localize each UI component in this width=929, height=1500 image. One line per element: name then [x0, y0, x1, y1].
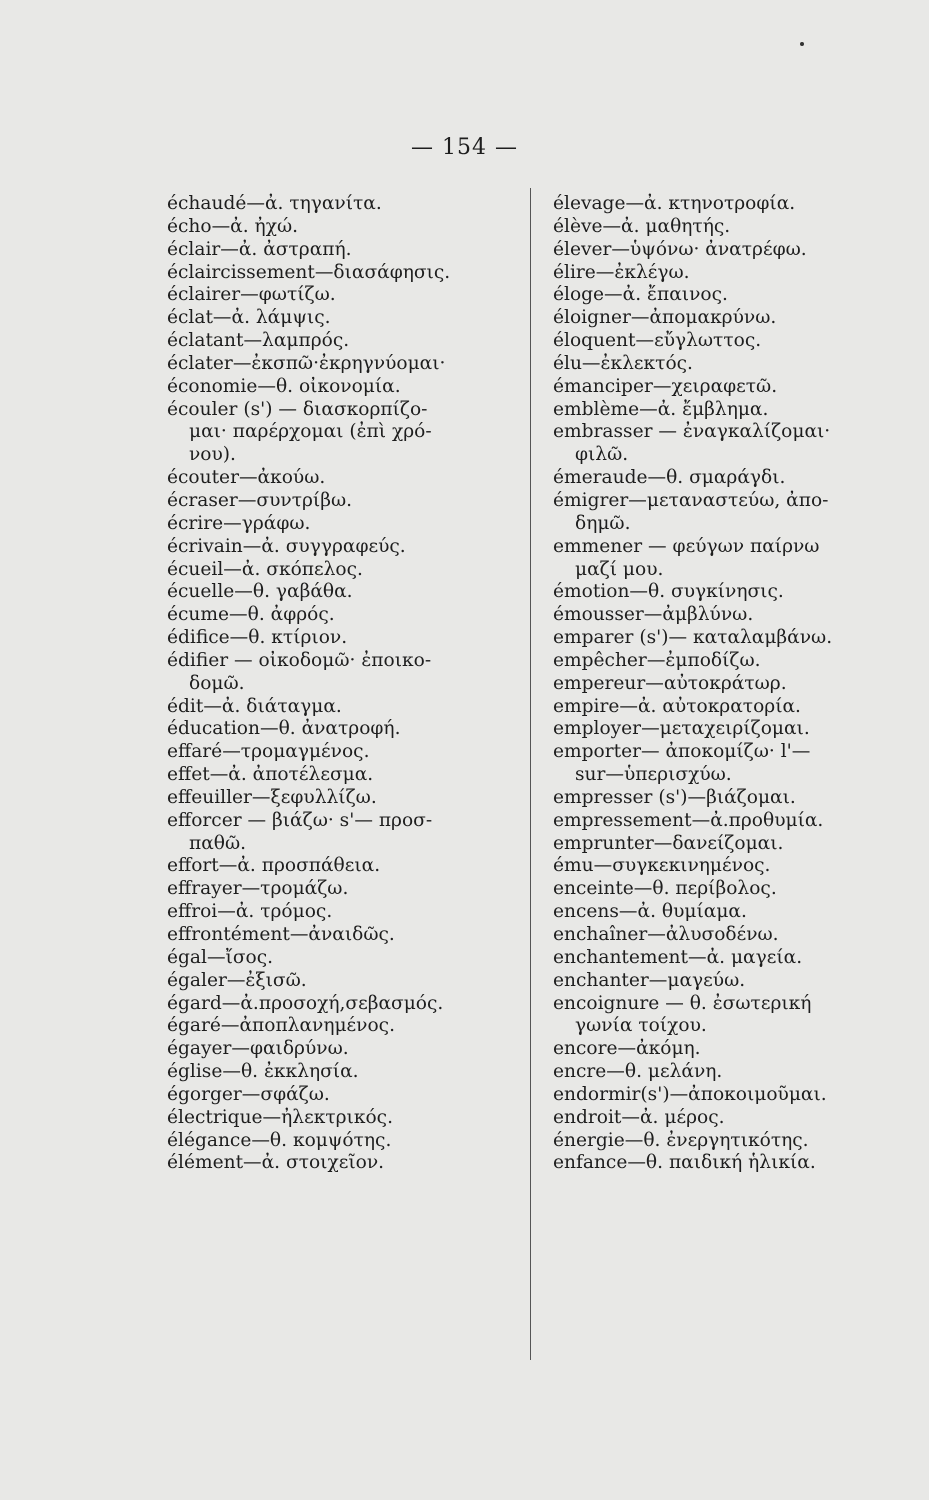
entry-line: μαι· παρέρχομαι (ἐπὶ χρό- — [189, 421, 432, 443]
dictionary-entry: effrayer—τρομάζω. — [167, 878, 349, 900]
dictionary-entry: endormir(s')—ἀποκοιμοῦμαι. — [553, 1083, 827, 1105]
dictionary-entry: enfance—θ. παιδική ἡλικία. — [553, 1152, 816, 1174]
dictionary-entry: éclat—ἀ. λάμψις. — [167, 307, 331, 329]
dictionary-entry: émousser—ἀμβλύνω. — [553, 604, 754, 626]
dictionary-entry: énergie—θ. ἐνεργητικότης. — [553, 1129, 809, 1151]
dictionary-entry: élu—ἐκλεκτός. — [553, 352, 693, 374]
dictionary-entry: édifice—θ. κτίριον. — [167, 627, 348, 649]
dictionary-entry: église—θ. ἐκκλησία. — [167, 1061, 359, 1083]
dictionary-entry: empire—ἀ. αὐτοκρατορία. — [553, 695, 801, 717]
dictionary-entry: égorger—σφάζω. — [167, 1083, 330, 1105]
dictionary-entry — [553, 536, 893, 582]
dictionary-entry: effaré—τρομαγμένος. — [167, 741, 370, 763]
dictionary-entry: écraser—συντρίβω. — [167, 489, 353, 511]
dictionary-entry: enchaîner—ἀλυσοδένω. — [553, 924, 779, 945]
dictionary-entry: élever—ὑψόνω· ἀνατρέφω. — [553, 238, 807, 260]
dictionary-entry: élève—ἀ. μαθητής. — [553, 215, 731, 237]
dictionary-entry: éloquent—εὔγλωττος. — [553, 330, 762, 352]
dictionary-entry: endroit—ἀ. μέρος. — [553, 1106, 725, 1128]
entry-line: édifier — οἰκοδομῶ· ἐποικο- — [167, 649, 432, 671]
dictionary-entry: effort—ἀ. προσπάθεια. — [167, 855, 381, 877]
entry-line: embrasser — ἐναγκαλίζομαι· — [553, 421, 831, 443]
dictionary-entry: édit—ἀ. διάταγμα. — [167, 695, 342, 717]
dictionary-entry: ému—συγκεκινημένος. — [553, 855, 771, 877]
dictionary-entry: employer—μεταχειρίζομαι. — [553, 718, 810, 740]
dictionary-entry: empêcher—ἐμποδίζω. — [553, 649, 761, 671]
entry-line: emporter— ἀποκομίζω· l'— — [553, 741, 811, 763]
dictionary-entry: éclair—ἀ. ἀστραπή. — [167, 238, 352, 260]
dictionary-entry — [167, 399, 512, 468]
dictionary-entry: égard—ἀ.προσοχή,σεβασμός. — [167, 992, 444, 1014]
dictionary-entry: éclaircissement—διασάφησις. — [167, 261, 451, 283]
dictionary-entry: enchantement—ἀ. μαγεία. — [553, 946, 803, 968]
scan-speck — [800, 42, 804, 46]
dictionary-entry: élire—ἐκλέγω. — [553, 261, 690, 283]
dictionary-entry: électrique—ἠλεκτρικός. — [167, 1106, 393, 1128]
dictionary-entry: égayer—φαιδρύνω. — [167, 1038, 349, 1060]
dictionary-entry: empressement—ἀ.προθυμία. — [553, 809, 824, 831]
dictionary-entry: effet—ἀ. ἀποτέλεσμα. — [167, 764, 374, 786]
dictionary-entry: égaré—ἀποπλανημένος. — [167, 1015, 395, 1037]
dictionary-entry — [553, 993, 893, 1039]
entry-line: écouler (s') — διασκορπίζο- — [167, 398, 428, 420]
dictionary-entry: empereur—αὐτοκράτωρ. — [553, 672, 787, 694]
dictionary-entry — [167, 650, 512, 696]
dictionary-entry — [553, 490, 893, 536]
dictionary-entry: élevage—ἀ. κτηνοτροφία. — [553, 193, 796, 214]
dictionary-entry: effroi—ἀ. τρόμος. — [167, 901, 333, 923]
entry-line: παθῶ. — [189, 832, 247, 854]
dictionary-entry: écrivain—ἀ. συγγραφεύς. — [167, 535, 406, 557]
dictionary-entry: élégance—θ. κομψότης. — [167, 1129, 392, 1151]
dictionary-entry: encens—ἀ. θυμίαμα. — [553, 901, 747, 923]
dictionary-entry: enceinte—θ. περίβολος. — [553, 878, 777, 900]
dictionary-entry: émeraude—θ. σμαράγδι. — [553, 467, 786, 489]
entry-line: δημῶ. — [575, 512, 631, 534]
dictionary-entry: emprunter—δανείζομαι. — [553, 832, 784, 854]
dictionary-entry: écouter—ἀκούω. — [167, 467, 326, 489]
entry-line: sur—ὑπερισχύω. — [575, 764, 732, 786]
dictionary-entry: empresser (s')—βιάζομαι. — [553, 786, 796, 808]
dictionary-entry: écho—ἀ. ἠχώ. — [167, 215, 299, 237]
right-column — [553, 193, 893, 1175]
entry-line: γωνία τοίχου. — [575, 1015, 707, 1037]
dictionary-entry: émotion—θ. συγκίνησις. — [553, 581, 784, 603]
dictionary-entry: éloigner—ἀπομακρύνω. — [553, 307, 777, 329]
dictionary-entry: égaler—ἐξισῶ. — [167, 969, 307, 991]
dictionary-entry: élément—ἀ. στοιχεῖον. — [167, 1152, 385, 1174]
page-number: — 154 — — [411, 135, 518, 160]
dictionary-entry — [167, 810, 512, 856]
dictionary-entry: éclairer—φωτίζω. — [167, 284, 336, 306]
entry-line: μαζί μου. — [575, 558, 664, 580]
entry-line: emmener — φεύγων παίρνω — [553, 535, 820, 557]
entry-line: δομῶ. — [189, 672, 245, 694]
dictionary-entry: éducation—θ. ἀνατροφή. — [167, 718, 401, 740]
dictionary-entry: effeuiller—ξεφυλλίζω. — [167, 786, 377, 808]
entry-line: encoignure — θ. ἐσωτερική — [553, 992, 812, 1014]
dictionary-entry: éclater—ἐκσπῶ·ἐκρηγνύομαι· — [167, 352, 446, 374]
dictionary-entry: émanciper—χειραφετῶ. — [553, 375, 778, 397]
dictionary-entry: égal—ἴσος. — [167, 946, 274, 968]
dictionary-entry: emparer (s')— καταλαμβάνω. — [553, 627, 833, 649]
entry-line: νου). — [189, 444, 236, 466]
dictionary-entry: écueil—ἀ. σκόπελος. — [167, 558, 363, 580]
column-divider — [530, 188, 531, 1360]
entry-line: efforcer — βιάζω· s'— προσ- — [167, 809, 433, 831]
dictionary-entry: échaudé—ἀ. τηγανίτα. — [167, 193, 382, 214]
dictionary-entry: encore—ἀκόμη. — [553, 1038, 701, 1060]
entry-line: φιλῶ. — [575, 444, 629, 466]
dictionary-entry: éloge—ἀ. ἔπαινος. — [553, 284, 728, 306]
dictionary-entry: emblème—ἀ. ἔμβλημα. — [553, 398, 769, 420]
dictionary-entry: enchanter—μαγεύω. — [553, 969, 746, 991]
dictionary-entry: économie—θ. οἰκονομία. — [167, 375, 401, 397]
dictionary-entry — [553, 421, 893, 467]
dictionary-entry — [553, 741, 893, 787]
dictionary-entry: écuelle—θ. γαβάθα. — [167, 581, 353, 603]
left-column — [167, 193, 512, 1175]
dictionary-entry: écrire—γράφω. — [167, 512, 311, 534]
dictionary-entry: encre—θ. μελάνη. — [553, 1061, 723, 1083]
dictionary-entry: effrontément—ἀναιδῶς. — [167, 924, 395, 945]
dictionary-entry: écume—θ. ἀφρός. — [167, 604, 335, 626]
dictionary-entry: éclatant—λαμπρός. — [167, 330, 350, 352]
entry-line: émigrer—μεταναστεύω, ἀπο- — [553, 489, 829, 511]
